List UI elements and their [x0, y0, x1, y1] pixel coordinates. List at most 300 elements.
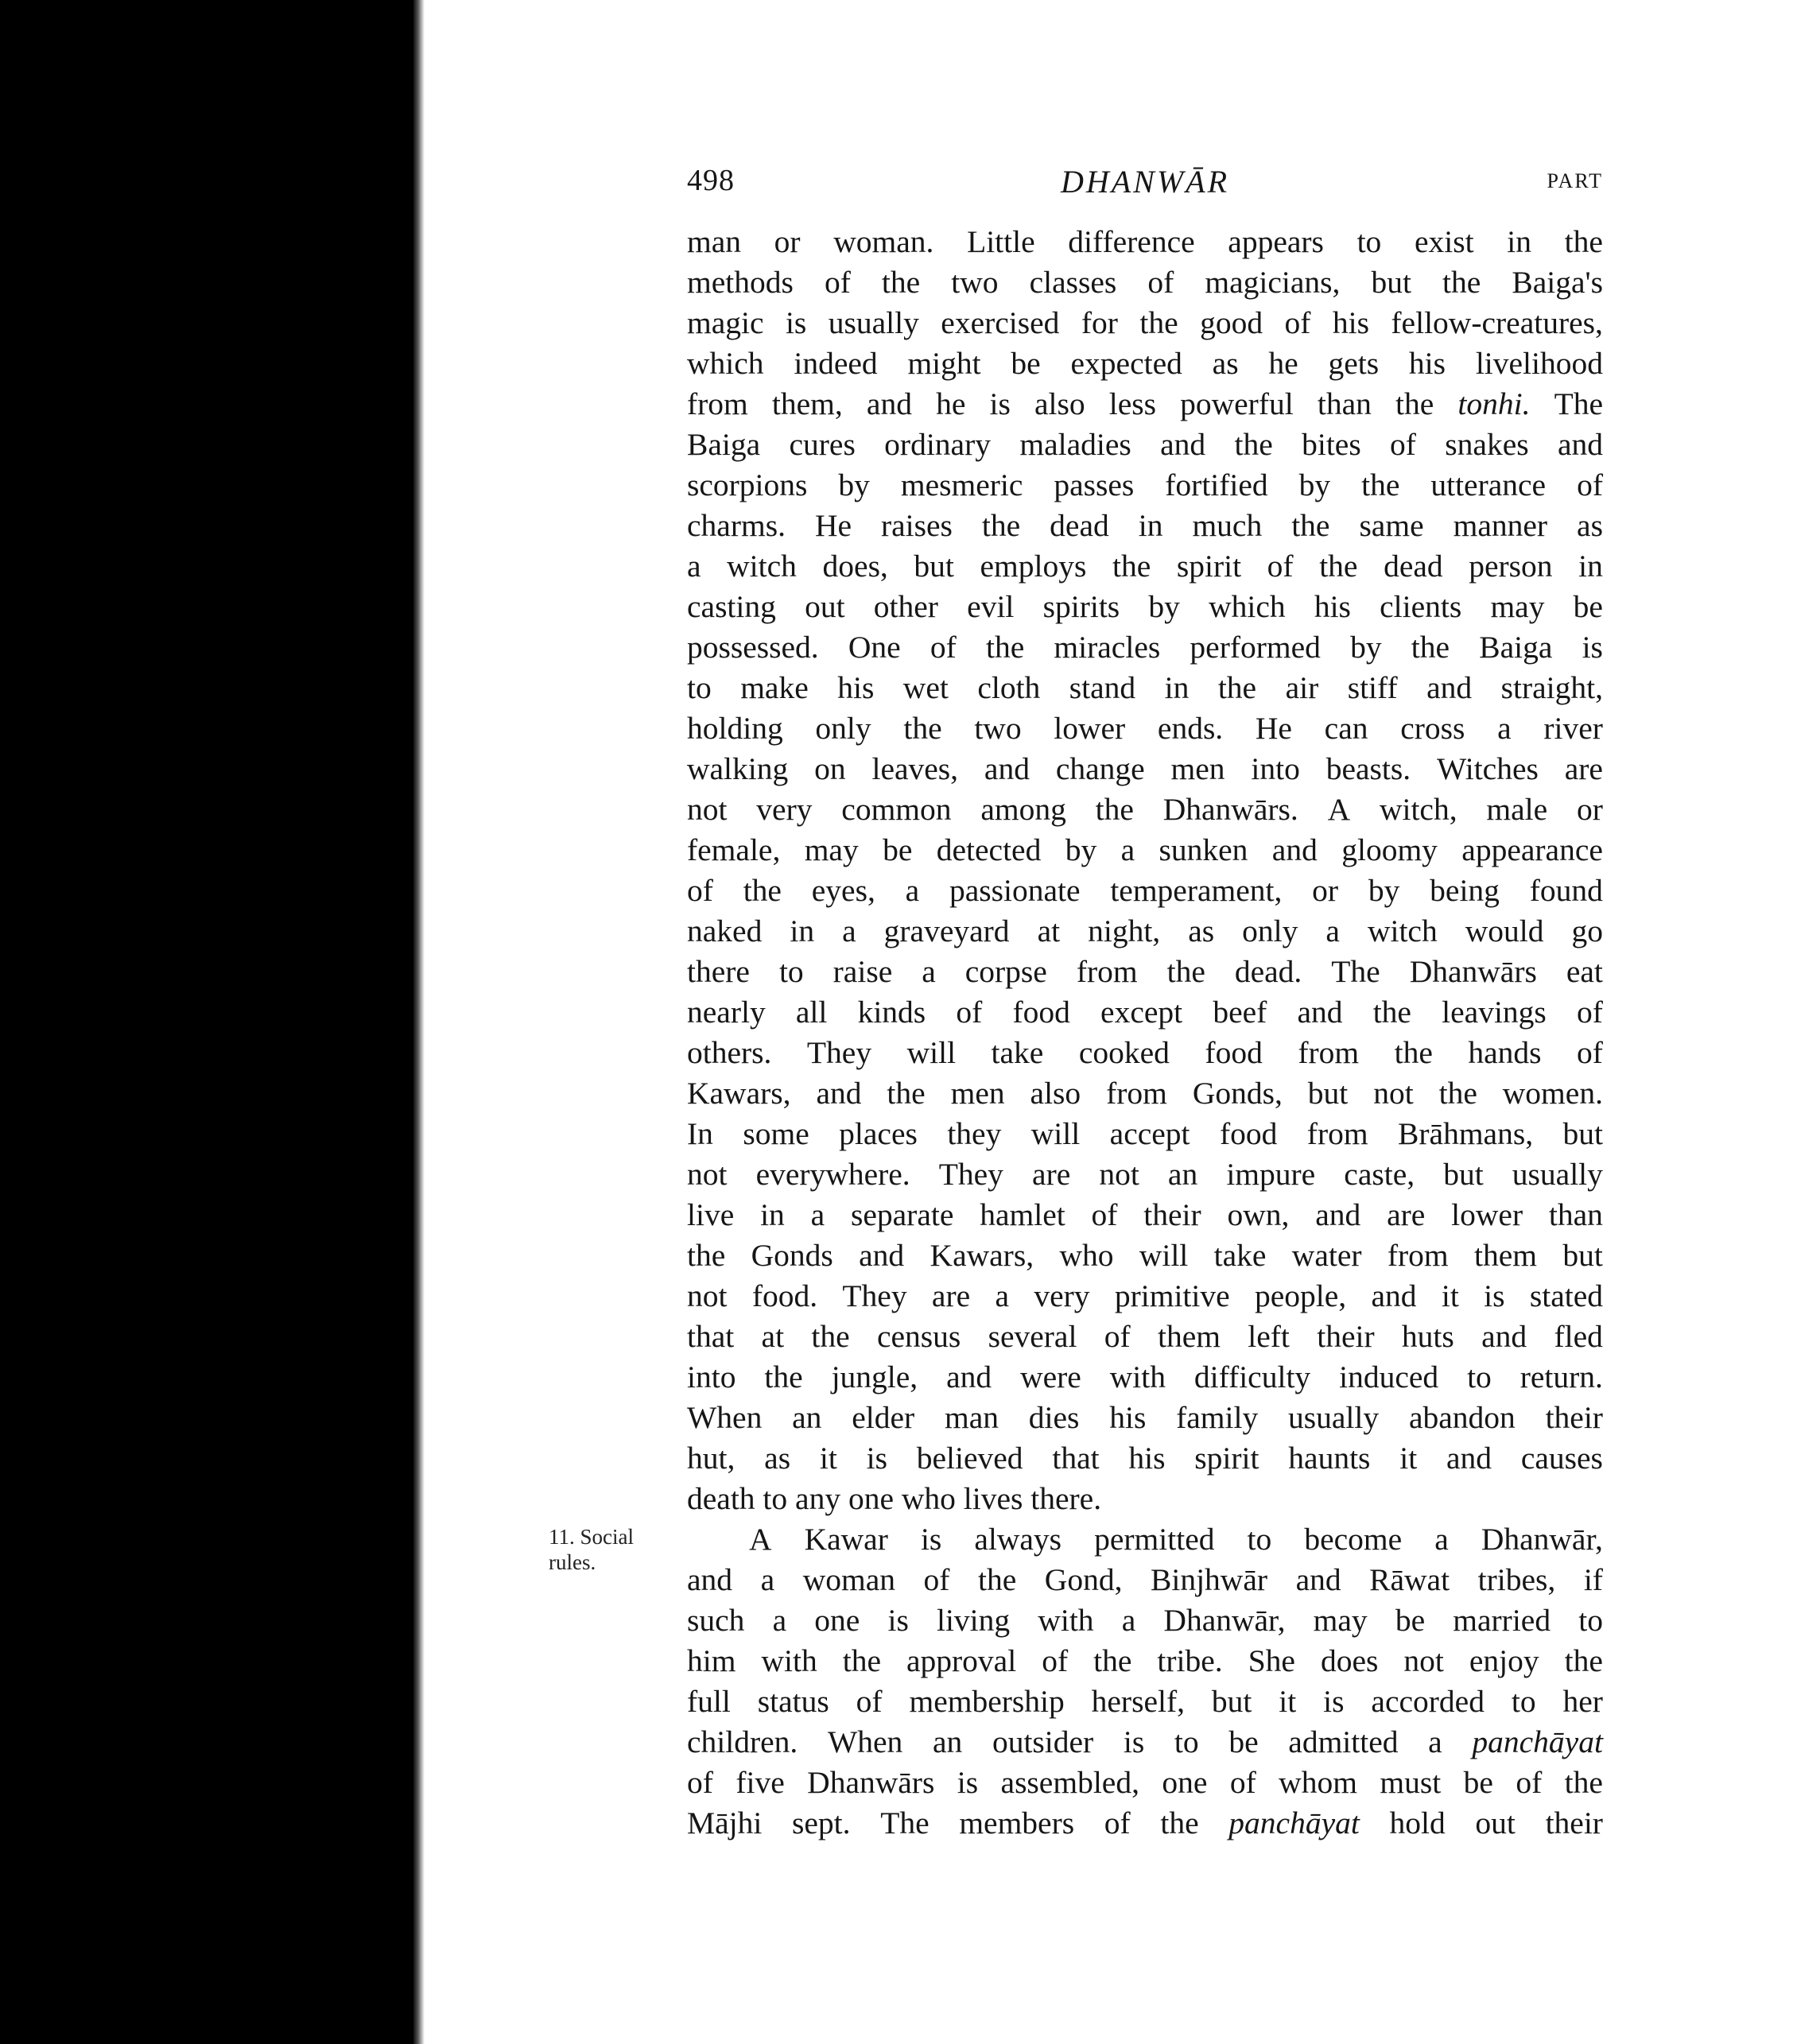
word: a [1434, 1522, 1449, 1557]
word: induced [1339, 1359, 1439, 1394]
word: the [1564, 224, 1603, 259]
word: wet [902, 670, 949, 705]
word: in [1578, 549, 1603, 584]
word: leavings [1442, 995, 1547, 1030]
word: primitive [1114, 1278, 1230, 1313]
word: of [1147, 265, 1174, 300]
word: does, [822, 549, 888, 584]
word: who [1059, 1238, 1114, 1273]
word: the [1095, 792, 1134, 827]
word: Rāwat [1369, 1562, 1450, 1597]
word: walking [687, 751, 789, 786]
word: A [1327, 792, 1351, 827]
word: left [1248, 1319, 1290, 1354]
word: man [687, 224, 742, 259]
text-line [687, 1114, 1603, 1154]
word: of [1104, 1319, 1131, 1354]
word: to [1356, 224, 1382, 259]
word: Witches [1437, 751, 1539, 786]
word: a [1497, 711, 1512, 746]
word: not [687, 1278, 728, 1313]
word: appearance [1461, 832, 1603, 867]
word: eat [1566, 954, 1603, 989]
word: all [795, 995, 828, 1030]
word: elder [852, 1400, 915, 1435]
word: a [922, 954, 936, 989]
text-line [687, 830, 1603, 871]
word: tonhi. [1457, 386, 1531, 421]
word: take [1213, 1238, 1267, 1273]
word: cloth [977, 670, 1041, 705]
word: hamlet [980, 1197, 1065, 1232]
word: the [811, 1319, 850, 1354]
word: Brāhmans, [1398, 1116, 1534, 1151]
word: be [1395, 1603, 1426, 1638]
word: some [743, 1116, 809, 1151]
word: such [687, 1603, 745, 1638]
scanner-gutter [0, 0, 413, 2044]
word: indeed [794, 346, 878, 381]
word: or [1576, 792, 1603, 827]
word: and [687, 1562, 733, 1597]
word: out [1475, 1805, 1516, 1840]
word: are [931, 1278, 971, 1313]
word: lower [1054, 711, 1126, 746]
word: of [1390, 427, 1416, 462]
word: except [1100, 995, 1183, 1030]
word: methods [687, 265, 794, 300]
word: in [1507, 224, 1531, 259]
word: person [1469, 549, 1553, 584]
word: and [1481, 1319, 1527, 1354]
word: The [1554, 386, 1603, 421]
word: the [887, 1076, 926, 1111]
word: for [1081, 305, 1118, 340]
word: kinds [857, 995, 926, 1030]
text-line [687, 425, 1603, 465]
text-line [687, 1722, 1603, 1763]
word: of [856, 1684, 883, 1719]
text-line [687, 871, 1603, 911]
word: is [1123, 1724, 1145, 1759]
word: is [957, 1765, 979, 1800]
word: haunts [1288, 1441, 1371, 1476]
word: a [1325, 913, 1340, 948]
word: not [687, 792, 728, 827]
word: food [1219, 1116, 1278, 1151]
body-text [687, 222, 1603, 1844]
word: possessed. [687, 630, 819, 665]
word: being [1430, 873, 1500, 908]
word: the [981, 508, 1021, 543]
word: casting [687, 589, 776, 624]
word: but [1562, 1116, 1603, 1151]
word: Little [967, 224, 1035, 259]
text-line [687, 668, 1603, 708]
margin-note [549, 1524, 634, 1575]
word: of [930, 630, 957, 665]
word: other [873, 589, 938, 624]
word: the [1411, 630, 1450, 665]
word: tribes, [1477, 1562, 1556, 1597]
word: eyes, [811, 873, 875, 908]
word: abandon [1408, 1400, 1516, 1435]
word: to [1247, 1522, 1272, 1557]
word: are [1387, 1197, 1426, 1232]
word: the [1160, 1805, 1199, 1840]
word: stiff [1347, 670, 1398, 705]
word: of [1284, 305, 1311, 340]
word: the [1564, 1765, 1603, 1800]
word: be [1011, 346, 1041, 381]
word: very [1034, 1278, 1090, 1313]
word: woman [802, 1562, 895, 1597]
word: the [1442, 265, 1481, 300]
text-line [687, 708, 1603, 749]
word: Mājhi [687, 1805, 763, 1840]
word: of [1516, 1765, 1543, 1800]
word: will [1139, 1238, 1189, 1273]
word: their [1545, 1400, 1603, 1435]
word: not [687, 1157, 728, 1192]
word: be [1463, 1765, 1493, 1800]
word: that [1052, 1441, 1100, 1476]
word: an [1167, 1157, 1198, 1192]
word: gloomy [1341, 832, 1438, 867]
word: his [1128, 1441, 1166, 1476]
text-line [687, 1479, 1603, 1519]
word: several [988, 1319, 1077, 1354]
word: also [1030, 1076, 1081, 1111]
word: a [1120, 832, 1135, 867]
word: the [764, 1359, 803, 1394]
word: and [1446, 1441, 1492, 1476]
word: food [1205, 1035, 1263, 1070]
word: married [1453, 1603, 1551, 1638]
word: their [1317, 1319, 1375, 1354]
word: one [1162, 1765, 1208, 1800]
word: gets [1328, 346, 1380, 381]
word: They [806, 1035, 872, 1070]
word: same [1359, 508, 1424, 543]
text-line [687, 303, 1603, 343]
word: and [1557, 427, 1603, 462]
word: full [687, 1684, 731, 1719]
word: as [1212, 346, 1239, 381]
word: membership [909, 1684, 1065, 1719]
word: into [1251, 751, 1300, 786]
text-line [687, 911, 1603, 952]
word: in [790, 913, 815, 948]
word: be [883, 832, 913, 867]
word: would [1465, 913, 1544, 948]
word: will [906, 1035, 957, 1070]
word: were [1020, 1359, 1081, 1394]
word: may [1490, 589, 1545, 624]
word: it [819, 1441, 837, 1476]
word: but [1562, 1238, 1603, 1273]
word: their [1545, 1805, 1603, 1840]
word: witch, [1379, 792, 1457, 827]
page-number: 498 [687, 164, 735, 197]
word: lower [1451, 1197, 1523, 1232]
word: of [1229, 1765, 1256, 1800]
word: He [814, 508, 852, 543]
word: his [1408, 346, 1446, 381]
word: always [974, 1522, 1062, 1557]
word: performed [1190, 630, 1321, 665]
word: Kawars, [687, 1076, 791, 1111]
word: may [1313, 1603, 1368, 1638]
word: hut, [687, 1441, 735, 1476]
word: the [985, 630, 1025, 665]
word: or [1312, 873, 1339, 908]
word: must [1380, 1765, 1442, 1800]
word: livelihood [1475, 346, 1603, 381]
word: food [1012, 995, 1070, 1030]
word: Baiga [1479, 630, 1553, 665]
word: admitted [1288, 1724, 1399, 1759]
word: sept. [792, 1805, 851, 1840]
word: usually [1512, 1157, 1603, 1192]
text-line [687, 1600, 1603, 1641]
text-line [687, 506, 1603, 546]
word: ordinary [884, 427, 991, 462]
word: Kawar [804, 1522, 888, 1557]
word: and [1315, 1197, 1361, 1232]
word: cooked [1078, 1035, 1170, 1070]
word: They [938, 1157, 1003, 1192]
word: raise [833, 954, 893, 989]
word: fortified [1165, 467, 1268, 502]
word: him [687, 1643, 736, 1678]
word: believed [916, 1441, 1023, 1476]
word: detected [936, 832, 1042, 867]
word: the [903, 711, 942, 746]
text-line [687, 262, 1603, 303]
word: which [687, 346, 764, 381]
word: graveyard [883, 913, 1010, 948]
word: and [859, 1238, 905, 1273]
word: Gonds [751, 1238, 833, 1273]
word: with [1038, 1603, 1094, 1638]
word: of [923, 1562, 950, 1597]
word: living [936, 1603, 1011, 1638]
word: is [1484, 1278, 1505, 1313]
word: common [841, 792, 952, 827]
word: or [774, 224, 801, 259]
word: approval [906, 1643, 1017, 1678]
word: to [1578, 1603, 1603, 1638]
word: fellow-creatures, [1391, 305, 1603, 340]
page-header [687, 163, 1603, 211]
word: female, [687, 832, 781, 867]
word: at [1037, 913, 1061, 948]
text-line [687, 1641, 1603, 1681]
word: Binjhwār [1151, 1562, 1268, 1597]
text-line [687, 1519, 1603, 1560]
word: the [1217, 670, 1257, 705]
text-line [687, 465, 1603, 506]
word: exercised [941, 305, 1060, 340]
word: classes [1029, 265, 1117, 300]
word: accorded [1371, 1684, 1485, 1719]
text-line [687, 1195, 1603, 1235]
word: into [687, 1359, 736, 1394]
word: be [1228, 1724, 1259, 1759]
word: ends. [1157, 711, 1224, 746]
text-line [687, 1398, 1603, 1438]
word: utterance [1430, 467, 1547, 502]
word: there [687, 954, 750, 989]
word: is [920, 1522, 942, 1557]
word: found [1529, 873, 1603, 908]
word: He [1255, 711, 1292, 746]
margin-note-line1: Social [580, 1525, 634, 1549]
word: of [824, 265, 851, 300]
word: dead. [1234, 954, 1302, 989]
word: and [984, 751, 1030, 786]
word: the [1394, 1035, 1433, 1070]
word: charms. [687, 508, 786, 543]
word: dies [1028, 1400, 1080, 1435]
word: A [749, 1522, 772, 1557]
word: and [1371, 1278, 1417, 1313]
word: make [740, 670, 809, 705]
word: The [880, 1805, 930, 1840]
word: death [687, 1481, 763, 1516]
word: one [848, 1481, 902, 1516]
text-line [687, 1438, 1603, 1479]
word: the [1291, 508, 1330, 543]
word: his [837, 670, 875, 705]
word: cross [1400, 711, 1465, 746]
word: will [1030, 1116, 1081, 1151]
text-line [687, 1235, 1603, 1276]
word: from [1306, 1116, 1368, 1151]
text-line [687, 627, 1603, 668]
word: clients [1380, 589, 1462, 624]
word: might [907, 346, 981, 381]
word: the [1319, 549, 1358, 584]
word: at [761, 1319, 785, 1354]
word: water [1291, 1238, 1362, 1273]
word: is [1323, 1684, 1345, 1719]
word: in [760, 1197, 785, 1232]
word: to [1511, 1684, 1536, 1719]
word: whom [1279, 1765, 1357, 1800]
word: hold [1389, 1805, 1446, 1840]
text-line [687, 343, 1603, 384]
text-line [687, 222, 1603, 262]
running-title: DHANWĀR [1060, 164, 1230, 200]
word: of [1576, 995, 1603, 1030]
word: manner [1453, 508, 1548, 543]
word: a [995, 1278, 1010, 1313]
text-line [687, 1357, 1603, 1398]
word: who [901, 1481, 964, 1516]
word: snakes [1445, 427, 1529, 462]
word: panchāyat [1228, 1805, 1360, 1840]
word: be [1573, 589, 1603, 624]
word: huts [1401, 1319, 1454, 1354]
word: dead [1384, 549, 1443, 584]
word: to [763, 1481, 796, 1516]
word: them [1474, 1238, 1538, 1273]
word: the [1395, 386, 1434, 421]
word: is [866, 1441, 887, 1476]
word: is [887, 1603, 909, 1638]
word: a [842, 913, 856, 948]
word: and [1295, 1562, 1341, 1597]
word: evil [967, 589, 1015, 624]
word: fled [1554, 1319, 1603, 1354]
word: among [980, 792, 1066, 827]
word: of [687, 873, 713, 908]
word: of [1042, 1643, 1069, 1678]
word: not [1099, 1157, 1139, 1192]
text-line [687, 1033, 1603, 1073]
word: a [905, 873, 920, 908]
text-line [687, 749, 1603, 789]
word: the [1093, 1643, 1132, 1678]
word: a [760, 1562, 775, 1597]
word: to [687, 670, 712, 705]
word: but [1211, 1684, 1252, 1719]
text-line [687, 789, 1603, 830]
word: of [1267, 549, 1294, 584]
word: people, [1255, 1278, 1347, 1313]
text-line [687, 1681, 1603, 1722]
word: men [1170, 751, 1225, 786]
word: much [1192, 508, 1263, 543]
word: Baiga [687, 427, 761, 462]
text-line [687, 1560, 1603, 1600]
word: them, [771, 386, 843, 421]
word: from [1387, 1238, 1449, 1273]
word: if [1583, 1562, 1603, 1597]
word: live [687, 1197, 735, 1232]
word: night, [1088, 913, 1161, 948]
word: the [842, 1643, 881, 1678]
word: an [792, 1400, 822, 1435]
word: the [743, 873, 782, 908]
text-line [687, 1073, 1603, 1114]
word: in [1164, 670, 1190, 705]
word: naked [687, 913, 763, 948]
word: Dhanwārs [1409, 954, 1537, 989]
word: She [1248, 1643, 1295, 1678]
word: outsider [992, 1724, 1094, 1759]
word: appears [1228, 224, 1324, 259]
word: two [951, 265, 999, 300]
word: his [1314, 589, 1351, 624]
word: good [1200, 305, 1263, 340]
word: others. [687, 1035, 772, 1070]
word: his [1332, 305, 1369, 340]
word: as [764, 1441, 791, 1476]
word: on [814, 751, 846, 786]
word: hands [1468, 1035, 1542, 1070]
text-line [687, 384, 1603, 425]
word: and [1160, 427, 1206, 462]
word: is [989, 386, 1011, 421]
text-line [687, 1803, 1603, 1844]
word: but [914, 549, 954, 584]
word: that [687, 1319, 735, 1354]
word: Gonds, [1192, 1076, 1283, 1111]
word: Dhanwār, [1481, 1522, 1603, 1557]
